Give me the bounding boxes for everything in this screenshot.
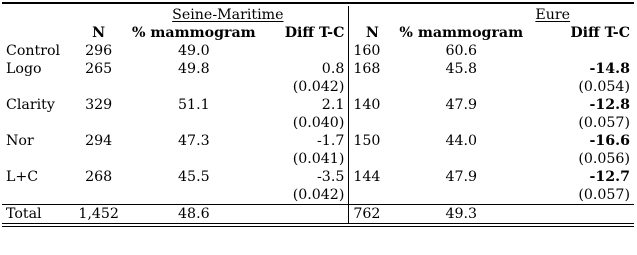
seine-n: 294 [85, 133, 113, 149]
eure-n: 160 [353, 43, 381, 59]
bottom-rule-2 [2, 227, 634, 228]
seine-pct: 49.8 [178, 61, 210, 77]
empty-cell [349, 78, 396, 96]
header-n-seine: N [92, 25, 106, 41]
seine-se: (0.040) [260, 114, 349, 132]
eure-pct: 47.9 [445, 97, 478, 113]
eure-n: 150 [353, 133, 381, 149]
empty-cell [69, 150, 128, 168]
empty-cell [2, 186, 69, 205]
table-row [2, 96, 634, 114]
empty-cell [395, 114, 527, 132]
total-row [2, 205, 634, 224]
row-label: Logo [6, 61, 42, 77]
header-pct-eure: % mammogram [399, 25, 524, 41]
empty-cell [260, 205, 349, 224]
seine-se: (0.041) [260, 150, 349, 168]
empty-cell [128, 150, 260, 168]
empty-cell [128, 114, 260, 132]
seine-diff: 0.8 [260, 60, 349, 78]
seine-se: (0.042) [260, 186, 349, 205]
eure-pct: 60.6 [445, 43, 478, 59]
header-pct-seine: % mammogram [131, 25, 256, 41]
empty-cell [349, 150, 396, 168]
group-label-seine-maritime: Seine-Maritime [172, 7, 284, 23]
empty-cell [527, 205, 634, 224]
eure-diff: -12.8 [589, 97, 630, 113]
total-seine-pct: 48.6 [128, 205, 260, 224]
eure-diff: -12.7 [589, 169, 630, 185]
seine-n: 265 [85, 61, 113, 77]
row-label: L+C [6, 169, 39, 185]
empty-cell [349, 114, 396, 132]
seine-diff [260, 42, 349, 60]
seine-pct: 47.3 [178, 133, 210, 149]
empty-cell [69, 114, 128, 132]
empty-cell [395, 78, 527, 96]
table-row [2, 60, 634, 78]
seine-n: 296 [85, 43, 113, 59]
empty-cell [395, 186, 527, 205]
seine-diff: 2.1 [260, 96, 349, 114]
empty-cell [128, 78, 260, 96]
total-seine-n: 1,452 [69, 205, 128, 224]
seine-pct: 51.1 [178, 97, 210, 113]
eure-diff [527, 42, 634, 60]
header-diff-eure: Diff T-C [570, 25, 630, 41]
table-row-se [2, 150, 634, 168]
seine-diff: -1.7 [260, 132, 349, 150]
group-label-eure: Eure [535, 7, 571, 23]
eure-se: (0.056) [578, 151, 630, 167]
seine-n: 329 [85, 97, 113, 113]
eure-se: (0.054) [578, 79, 630, 95]
seine-pct: 49.0 [178, 43, 210, 59]
row-label: Control [6, 43, 61, 59]
column-header-row [2, 24, 634, 42]
seine-n: 268 [85, 169, 113, 185]
eure-se: (0.057) [578, 187, 630, 203]
eure-pct: 45.8 [445, 61, 478, 77]
table-row [2, 42, 634, 60]
header-n-eure: N [365, 25, 379, 41]
eure-pct: 47.9 [445, 169, 478, 185]
table-row-se [2, 114, 634, 132]
empty-cell [349, 186, 396, 205]
header-diff-seine: Diff T-C [260, 24, 349, 42]
results-table [2, 2, 634, 227]
table-row [2, 132, 634, 150]
eure-diff: -16.6 [589, 133, 630, 149]
seine-se: (0.042) [260, 78, 349, 96]
empty-cell [2, 150, 69, 168]
group-header-row [2, 6, 634, 24]
table-row-se [2, 186, 634, 205]
seine-pct: 45.5 [178, 169, 210, 185]
empty-cell [69, 78, 128, 96]
eure-n: 144 [353, 169, 381, 185]
empty-cell [395, 150, 527, 168]
eure-diff: -14.8 [589, 61, 630, 77]
eure-pct: 44.0 [445, 133, 478, 149]
eure-n: 168 [353, 61, 381, 77]
total-label: Total [2, 205, 69, 224]
table-row [2, 168, 634, 186]
seine-diff: -3.5 [260, 168, 349, 186]
empty-cell [2, 114, 69, 132]
table-row-se [2, 78, 634, 96]
total-eure-n: 762 [349, 205, 396, 224]
empty-cell [69, 186, 128, 205]
total-eure-pct: 49.3 [395, 205, 527, 224]
row-label: Nor [6, 133, 34, 149]
eure-n: 140 [353, 97, 381, 113]
row-label: Clarity [6, 97, 55, 113]
empty-cell [128, 186, 260, 205]
empty-cell [2, 78, 69, 96]
eure-se: (0.057) [578, 115, 630, 131]
